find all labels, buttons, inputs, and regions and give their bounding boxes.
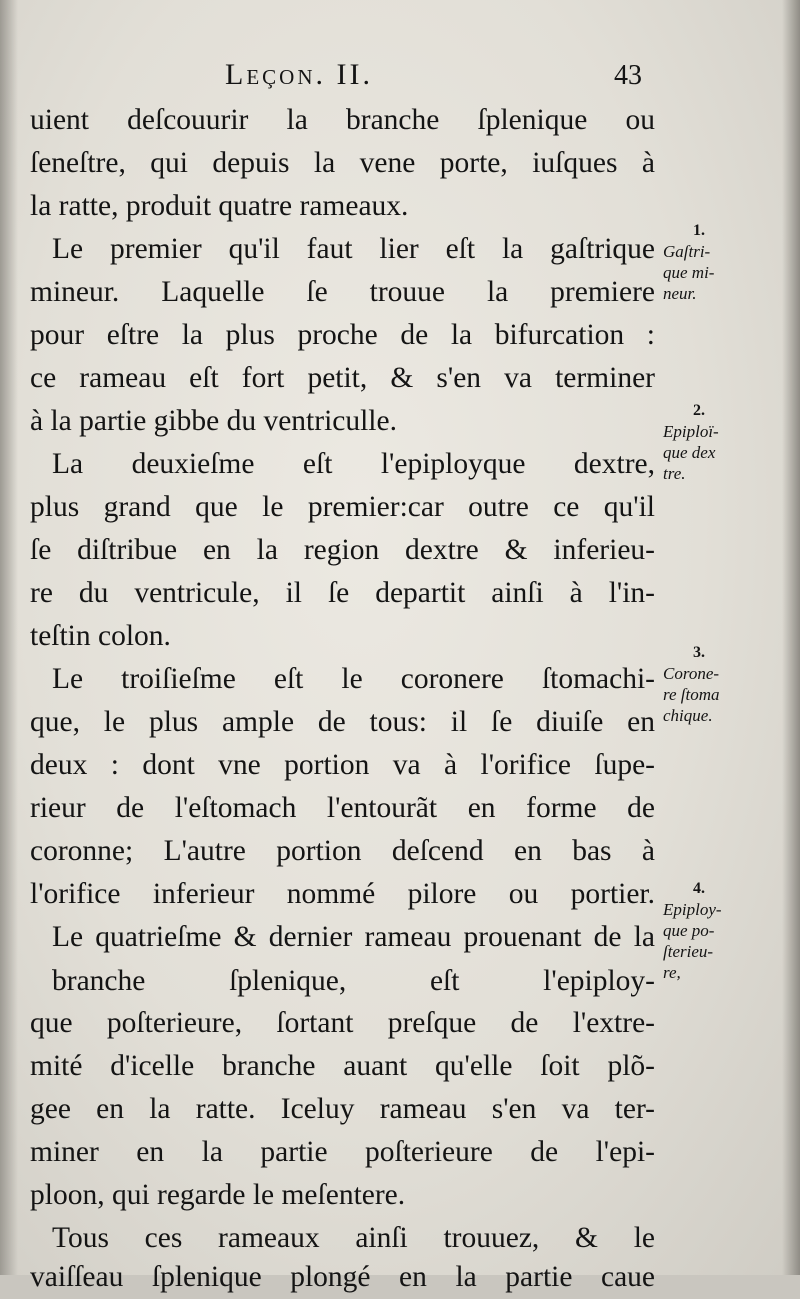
text-line: que poſterieure, ſortant preſque de l'extre- bbox=[30, 1007, 655, 1039]
text-line: pour eſtre la plus proche de la bifurcation : bbox=[30, 319, 655, 351]
margin-note-line: que mi- bbox=[663, 263, 715, 282]
text-line: gee en la ratte. Iceluy rameau s'en va ter- bbox=[30, 1093, 655, 1125]
text-line: vaiſſeau ſplenique plongé en la partie caue bbox=[30, 1261, 655, 1293]
margin-note-number: 4. bbox=[693, 880, 705, 897]
text-line: rieur de l'eſtomach l'entourãt en forme de bbox=[30, 792, 655, 824]
margin-note-line: Epiploy- bbox=[663, 900, 722, 919]
text-line: mineur. Laquelle ſe trouue la premiere bbox=[30, 276, 655, 308]
margin-note-line: re, bbox=[663, 963, 681, 982]
text-line: la ratte, produit quatre rameaux. bbox=[30, 190, 409, 222]
text-line: teſtin colon. bbox=[30, 620, 171, 652]
margin-note-line: ſterieu- bbox=[663, 942, 714, 961]
margin-note-1 bbox=[663, 220, 791, 304]
margin-note-line: re ſtoma bbox=[663, 685, 720, 704]
margin-note-line: chique. bbox=[663, 706, 713, 725]
margin-note-number: 1. bbox=[693, 222, 705, 239]
text-line: Le premier qu'il faut lier eſt la gaſtrique bbox=[52, 233, 655, 265]
text-line: coronne; L'autre portion deſcend en bas à bbox=[30, 835, 655, 867]
text-line: miner en la partie poſterieure de l'epi- bbox=[30, 1136, 655, 1168]
text-line: re du ventricule, il ſe departit ainſi à l'in- bbox=[30, 577, 655, 609]
text-line: ſe diſtribue en la region dextre & inferieu- bbox=[30, 534, 655, 566]
margin-note-line: Epiploï- bbox=[663, 422, 719, 441]
text-line: ce rameau eſt fort petit, & s'en va terminer bbox=[30, 362, 655, 394]
page-edge-right-shadow bbox=[782, 0, 800, 1275]
text-line: deux : dont vne portion va à l'orifice ſupe- bbox=[30, 749, 655, 781]
margin-note-3 bbox=[663, 642, 791, 726]
margin-note-number: 3. bbox=[693, 644, 705, 661]
text-line: à la partie gibbe du ventriculle. bbox=[30, 405, 397, 437]
running-head: Leçon. II. bbox=[225, 58, 373, 91]
text-line: que, le plus ample de tous: il ſe diuiſe en bbox=[30, 706, 655, 738]
text-line: plus grand que le premier:car outre ce qu'il bbox=[30, 491, 655, 523]
margin-note-2 bbox=[663, 400, 791, 484]
text-line: Le troiſieſme eſt le coronere ſtomachi- bbox=[52, 663, 655, 695]
page-edge-left-shadow bbox=[0, 0, 18, 1275]
text-paragraph-4-start: Le quatrieſme & dernier rameau prouenant de la branche ſplenique, eſt l'epiploy- bbox=[52, 921, 655, 997]
text-line: l'orifice inferieur nommé pilore ou portier. bbox=[30, 878, 655, 910]
margin-note-line: neur. bbox=[663, 284, 697, 303]
text-line: ſeneſtre, qui depuis la vene porte, iuſques à bbox=[30, 147, 655, 179]
margin-note-4 bbox=[663, 878, 791, 983]
margin-note-line: que dex bbox=[663, 443, 716, 462]
margin-note-number: 2. bbox=[693, 402, 705, 419]
text-line: ploon, qui regarde le meſentere. bbox=[30, 1179, 406, 1211]
text-line: uient deſcouurir la branche ſplenique ou bbox=[30, 104, 655, 136]
text-line: Tous ces rameaux ainſi trouuez, & le bbox=[52, 1222, 655, 1254]
text-line: mité d'icelle branche auant qu'elle ſoit plõ- bbox=[30, 1050, 655, 1082]
margin-note-line: Corone- bbox=[663, 664, 720, 683]
margin-note-line: Gaſtri- bbox=[663, 242, 711, 261]
margin-note-line: tre. bbox=[663, 464, 686, 483]
page-number: 43 bbox=[614, 60, 642, 91]
margin-note-line: que po- bbox=[663, 921, 715, 940]
text-line: La deuxieſme eſt l'epiployque dextre, bbox=[52, 448, 655, 480]
